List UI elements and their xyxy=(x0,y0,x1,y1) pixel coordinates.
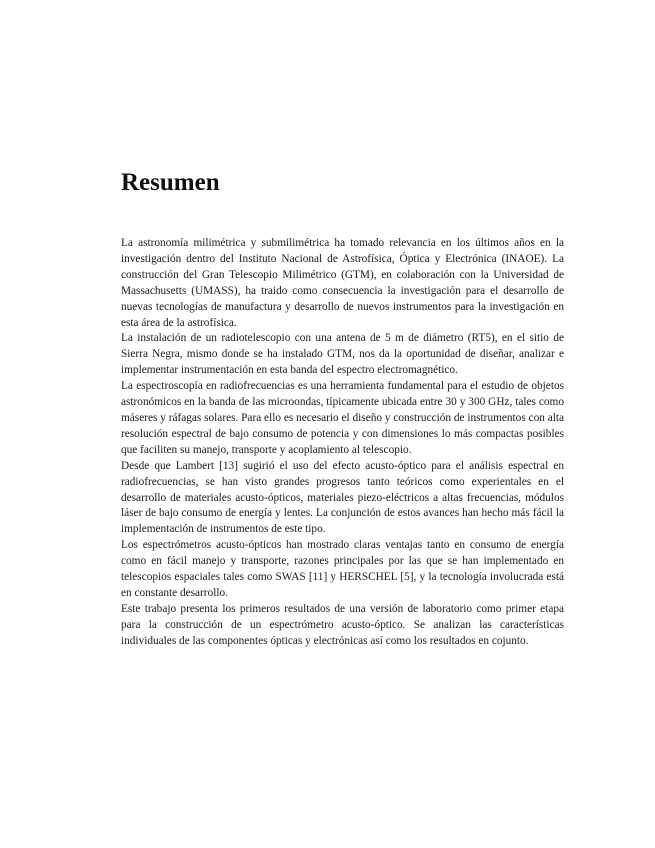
paragraph-1: La astronomía milimétrica y submilimétrica ha tomado relevancia en los últimos años en la investigación dentro del Instituto Nacional de Astrofísica, Óptica y Electrónica (INAOE). La construcción del Gran Telescopio Milimétrico (GTM), en colaboración con la Universidad de Massachusetts (UMASS), ha traido como consecuencia la investigación para el desarrollo de nuevas tecnologías de manufactura y desarrollo de nuevos instrumentos para la investigación en esta área de la astrofísica. xyxy=(121,237,564,329)
paragraph-2: La instalación de un radiotelescopio con una antena de 5 m de diámetro (RT5), en el sitio de Sierra Negra, mismo donde se ha instalado GTM, nos da la oportunidad de diseñar, analizar e implementar instrumentación en esta banda del espectro electromagnético. xyxy=(121,332,564,377)
paragraph-6: Este trabajo presenta los primeros resultados de una versión de laboratorio como primer etapa para la construcción de un espectrómetro acusto-óptico. Se analizan las características individuales de las componentes ópticas y electrónicas así como los resultados en cojunto. xyxy=(121,602,564,647)
chapter-title: Resumen xyxy=(121,169,220,196)
abstract-body xyxy=(121,236,564,650)
paragraph-5: Los espectrómetros acusto-ópticos han mostrado claras ventajas tanto en consumo de energía como en fácil manejo y transporte, razones principales por las que se han implementado en telescopios espaciales tales como SWAS [11] y HERSCHEL [5], y la tecnología involucrada está en constante desarrollo. xyxy=(121,539,564,599)
paragraph-4: Desde que Lambert [13] sugirió el uso del efecto acusto-óptico para el análisis espectral en radiofrecuencias, se han visto grandes progresos tanto teóricos como experientales en el desarrollo de materiales acusto-ópticos, materiales piezo-eléctricos a altas frecuencias, módulos láser de bajo consumo de energía y lentes. La conjunción de estos avances han hecho más fácil la implementación de instrumentos de este tipo. xyxy=(121,459,564,536)
paragraph-3: La espectroscopía en radiofrecuencias es una herramienta fundamental para el estudio de objetos astronómicos en la banda de las microondas, típicamente ubicada entre 30 y 300 GHz, tales como máseres y ráfagas solares. Para ello es necesario el diseño y construcción de instrumentos con alta resolución espectral de bajo consumo de potencia y con dimensiones lo más compactas posibles que faciliten su manejo, transporte y acoplamiento al telescopio. xyxy=(121,380,564,456)
